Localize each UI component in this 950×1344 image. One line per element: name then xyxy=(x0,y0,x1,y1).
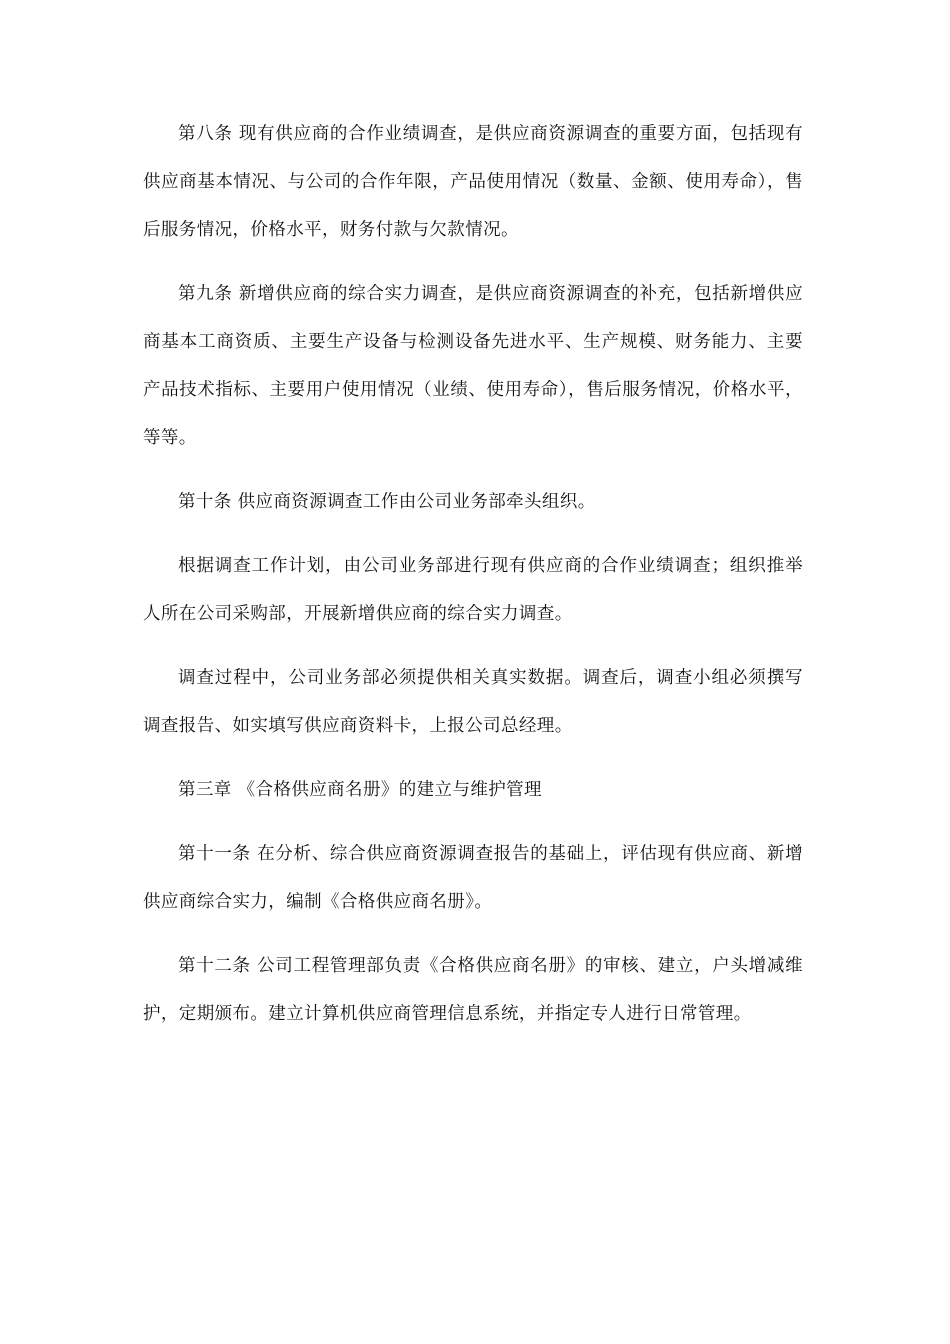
document-body xyxy=(143,110,803,1038)
article-8-paragraph: 第八条 现有供应商的合作业绩调查，是供应商资源调查的重要方面，包括现有供应商基本情况、与公司的合作年限，产品使用情况（数量、金额、使用寿命），售后服务情况，价格水平，财务付款与欠款情况。 xyxy=(143,124,803,240)
chapter-3-heading: 第三章 《合格供应商名册》的建立与维护管理 xyxy=(178,780,542,800)
article-10-paragraph: 第十条 供应商资源调查工作由公司业务部牵头组织。 xyxy=(178,492,596,512)
survey-plan-paragraph: 根据调查工作计划，由公司业务部进行现有供应商的合作业绩调查；组织推举人所在公司采购部，开展新增供应商的综合实力调查。 xyxy=(143,556,803,624)
article-12-paragraph: 第十二条 公司工程管理部负责《合格供应商名册》的审核、建立，户头增减维护，定期颁布。建立计算机供应商管理信息系统，并指定专人进行日常管理。 xyxy=(143,956,803,1024)
article-11-paragraph: 第十一条 在分析、综合供应商资源调查报告的基础上，评估现有供应商、新增供应商综合实力，编制《合格供应商名册》。 xyxy=(143,844,803,912)
article-9-paragraph: 第九条 新增供应商的综合实力调查，是供应商资源调查的补充，包括新增供应商基本工商资质、主要生产设备与检测设备先进水平、生产规模、财务能力、主要产品技术指标、主要用户使用情况（业绩、使用寿命），售后服务情况，价格水平，等等。 xyxy=(143,284,803,448)
survey-process-paragraph: 调查过程中，公司业务部必须提供相关真实数据。调查后，调查小组必须撰写调查报告、如实填写供应商资料卡，上报公司总经理。 xyxy=(143,668,803,736)
